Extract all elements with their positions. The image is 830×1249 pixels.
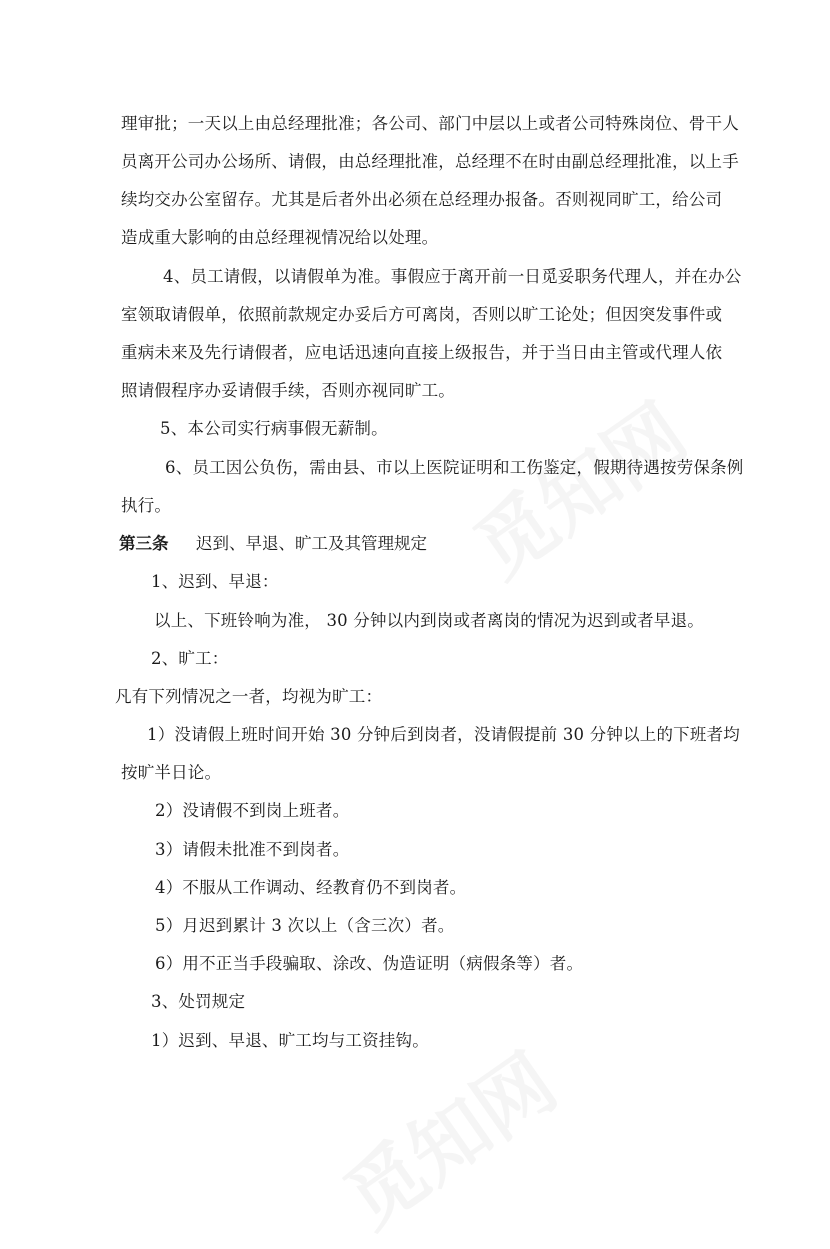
item-heading: 3、处罚规定 [151,992,246,1011]
paragraph-line: 理审批；一天以上由总经理批准；各公司、部门中层以上或者公司特殊岗位、骨干人 [121,114,739,133]
item-text: 凡有下列情况之一者，均视为旷工： [115,687,383,706]
item-heading: 1、迟到、早退： [151,572,279,591]
paragraph-line: 续均交办公室留存。尤其是后者外出必须在总经理办报备。否则视同旷工，给公司 [121,190,723,209]
list-item: 3）请假未批准不到岗者。 [155,840,350,859]
list-item: 1）迟到、早退、旷工均与工资挂钩。 [151,1031,429,1050]
section-title: 迟到、早退、旷工及其管理规定 [196,534,427,553]
paragraph-line: 6、员工因公负伤，需由县、市以上医院证明和工伤鉴定，假期待遇按劳保条例 [165,458,744,477]
paragraph-line: 4、员工请假，以请假单为准。事假应于离开前一日觅妥职务代理人，并在办公 [163,267,742,286]
list-item: 1）没请假上班时间开始 30 分钟后到岗者，没请假提前 30 分钟以上的下班者均 [147,725,740,744]
list-item: 6）用不正当手段骗取、涂改、伪造证明（病假条等）者。 [155,954,584,973]
section-number: 第三条 [119,534,169,553]
paragraph-line: 重病未来及先行请假者，应电话迅速向直接上级报告，并于当日由主管或代理人依 [121,343,723,362]
item-text: 以上、下班铃响为准， 30 分钟以内到岗或者离岗的情况为迟到或者早退。 [154,611,704,630]
watermark-bottom [319,1023,575,1249]
paragraph-line: 照请假程序办妥请假手续，否则亦视同旷工。 [121,381,455,400]
list-item: 按旷半日论。 [121,763,222,782]
paragraph-line: 室领取请假单，依照前款规定办妥后方可离岗，否则以旷工论处；但因突发事件或 [121,305,723,324]
list-item: 2）没请假不到岗上班者。 [155,801,350,820]
watermark-center [449,373,705,599]
paragraph-line: 执行。 [121,496,172,515]
paragraph-line: 造成重大影响的由总经理视情况给以处理。 [121,228,439,247]
paragraph-line: 员离开公司办公场所、请假，由总经理批准，总经理不在时由副总经理批准，以上手 [121,152,739,171]
list-item: 4）不服从工作调动、经教育仍不到岗者。 [155,878,467,897]
item-heading: 2、旷工： [151,649,229,668]
list-item: 5）月迟到累计 3 次以上（含三次）者。 [155,916,455,935]
paragraph-line: 5、本公司实行病事假无薪制。 [160,419,388,438]
